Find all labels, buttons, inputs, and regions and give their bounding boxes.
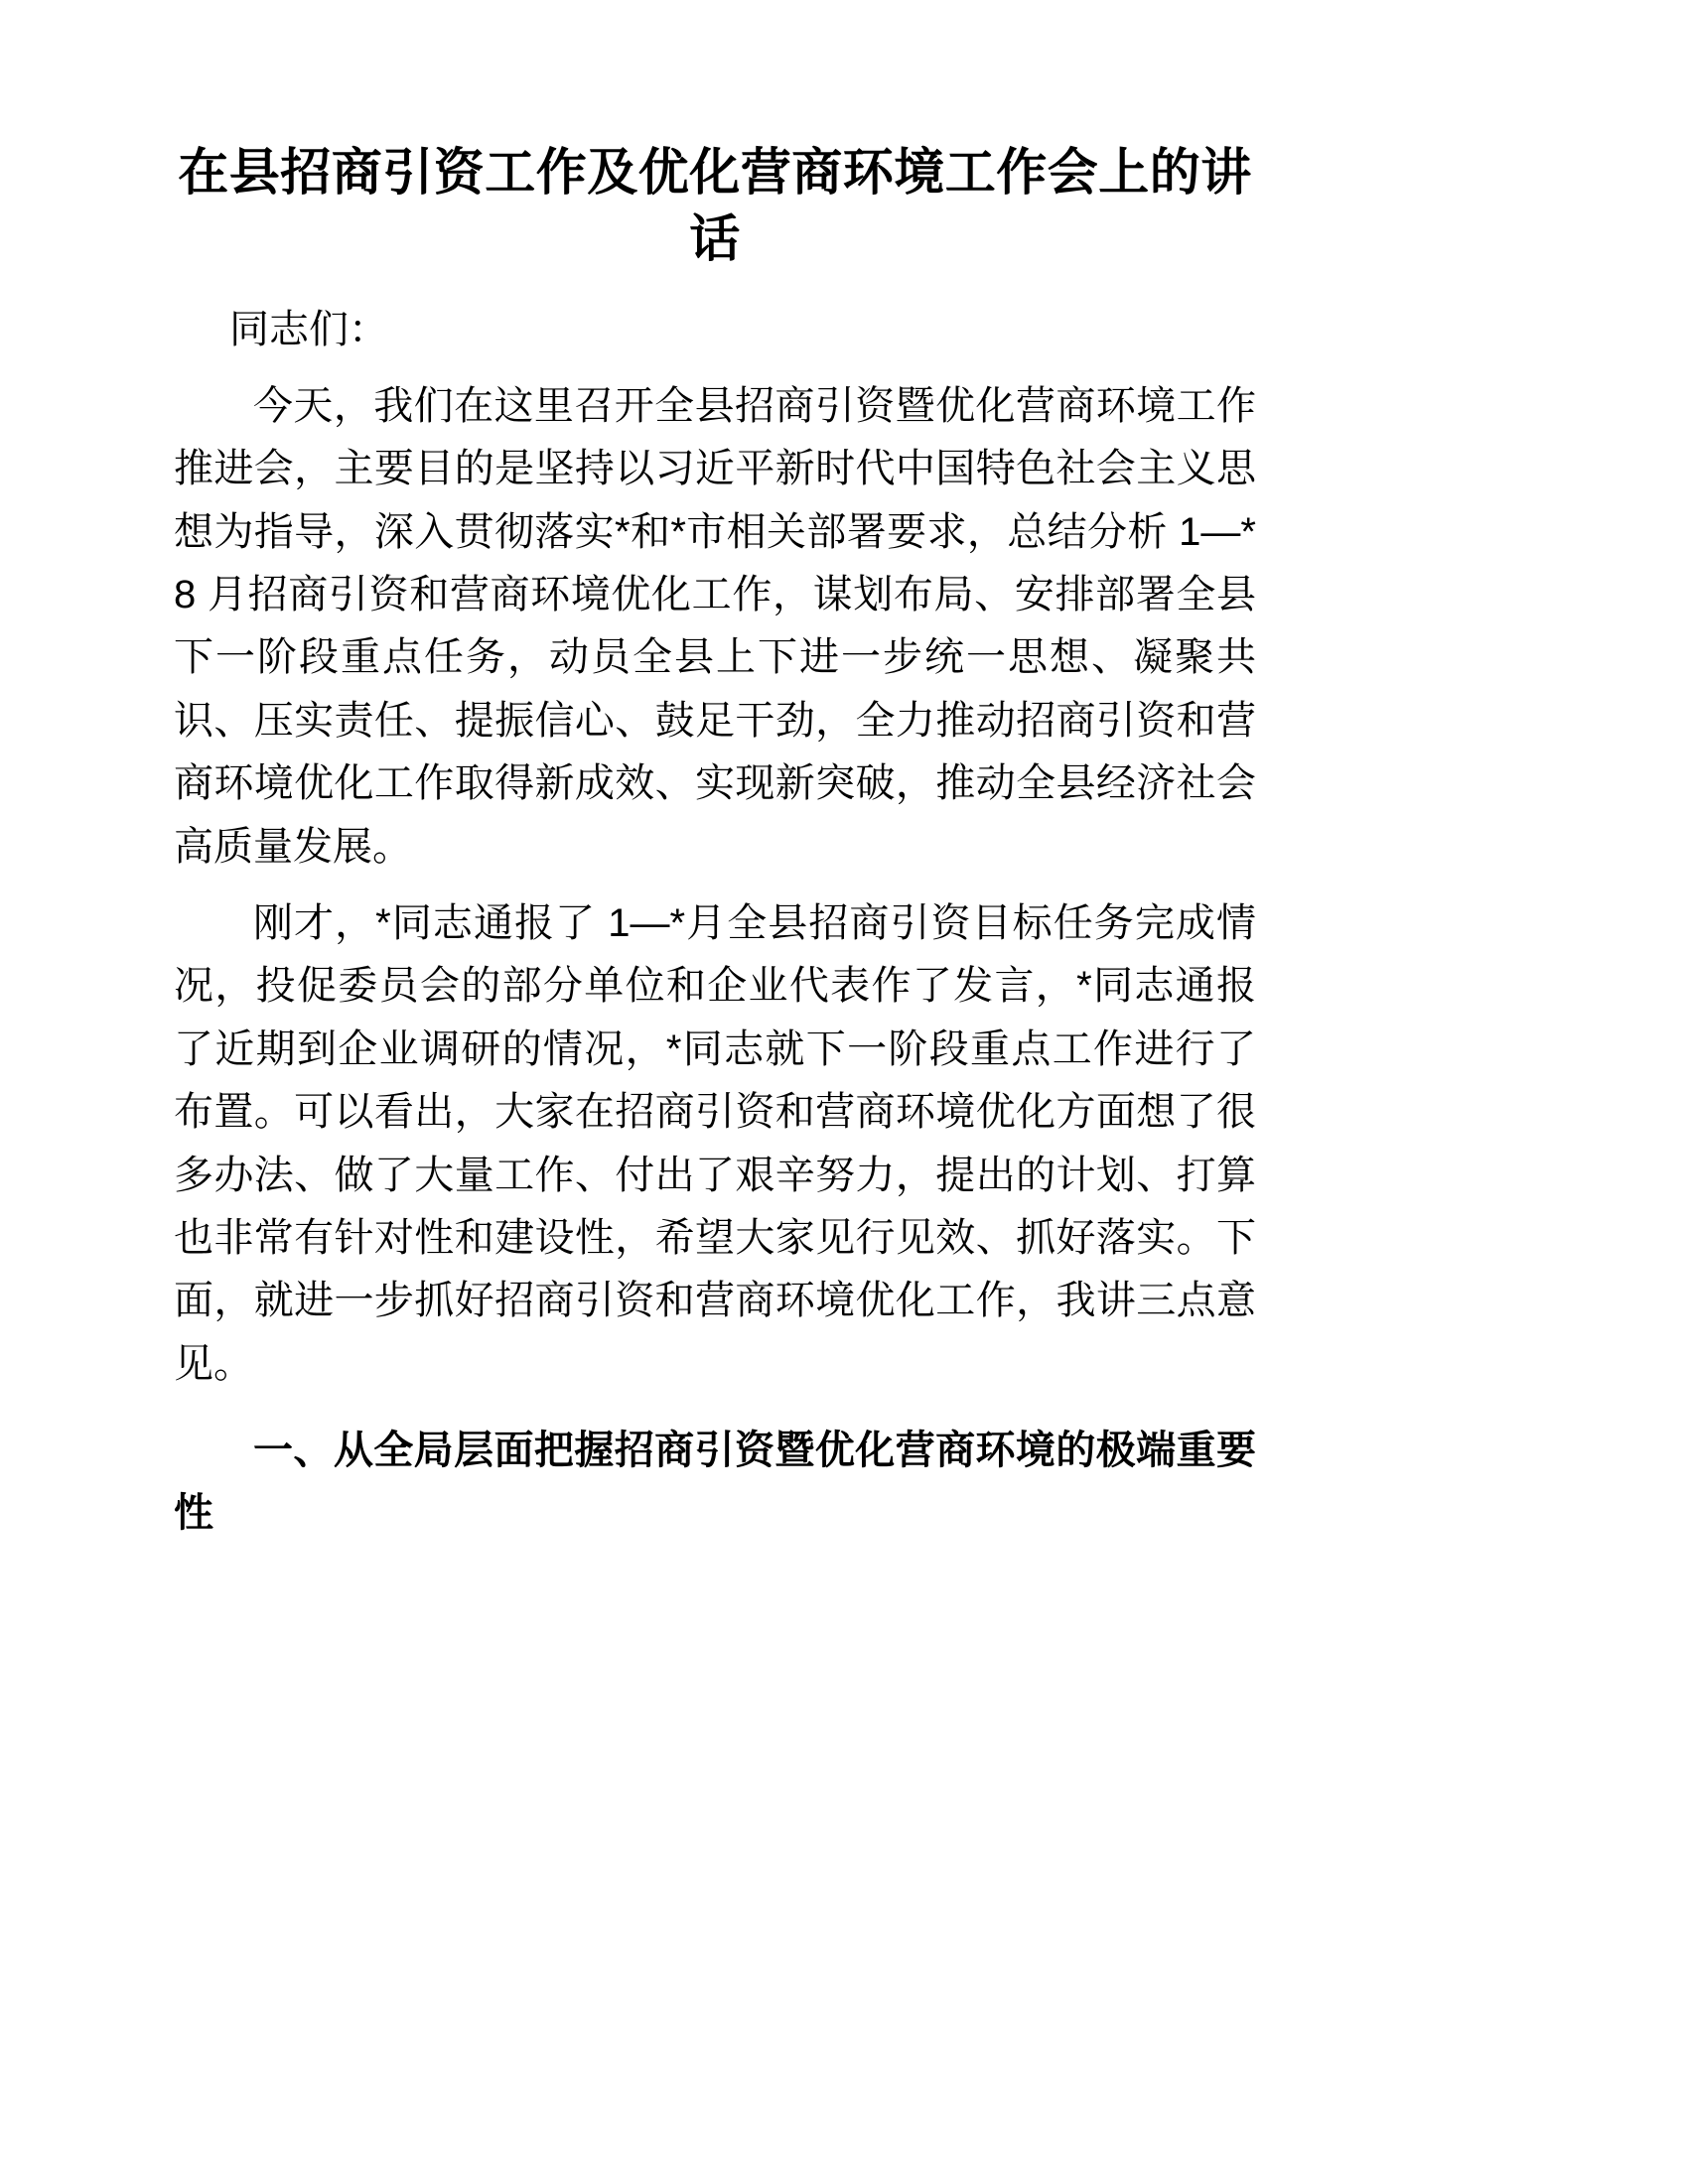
paragraph-2: 刚才，*同志通报了 1—*月全县招商引资目标任务完成情况，投促委员会的部分单位和企业代表作了发言，*同志通报了近期到企业调研的情况，*同志就下一阶段重点工作进行了布置。可以看出，大家在招商引资和营商环境优化方面想了很多办法、做了大量工作、付出了艰辛努力，提出的计划、打算也非常有针对性和建设性，希望大家见行见效、抓好落实。下面，就进一步抓好招商引资和营商环境优化工作，我讲三点意见。 (174, 900, 1256, 1386)
document-body (174, 139, 1256, 1546)
section-spacer (174, 1410, 1256, 1420)
section-heading-1: 一、从全局层面把握招商引资暨优化营商环境的极端重要性 (174, 1429, 1256, 1536)
page-title: 在县招商引资工作及优化营商环境工作会上的讲话 (178, 144, 1252, 268)
paragraph-1: 今天，我们在这里召开全县招商引资暨优化营商环境工作推进会，主要目的是坚持以习近平新时代中国特色社会主义思想为指导，深入贯彻落实*和*市相关部署要求，总结分析 1—*8 月招商引资和营商环境优化工作，谋划布局、安排部署全县下一阶段重点任务，动员全县上下进一步统一思想、凝聚共识、压实责任、提振信心、鼓足干劲，全力推动招商引资和营商环境优化工作取得新成效、实现新突破，推动全县经济社会高质量发展。 (174, 383, 1256, 869)
salutation-line: 同志们： (229, 307, 388, 351)
